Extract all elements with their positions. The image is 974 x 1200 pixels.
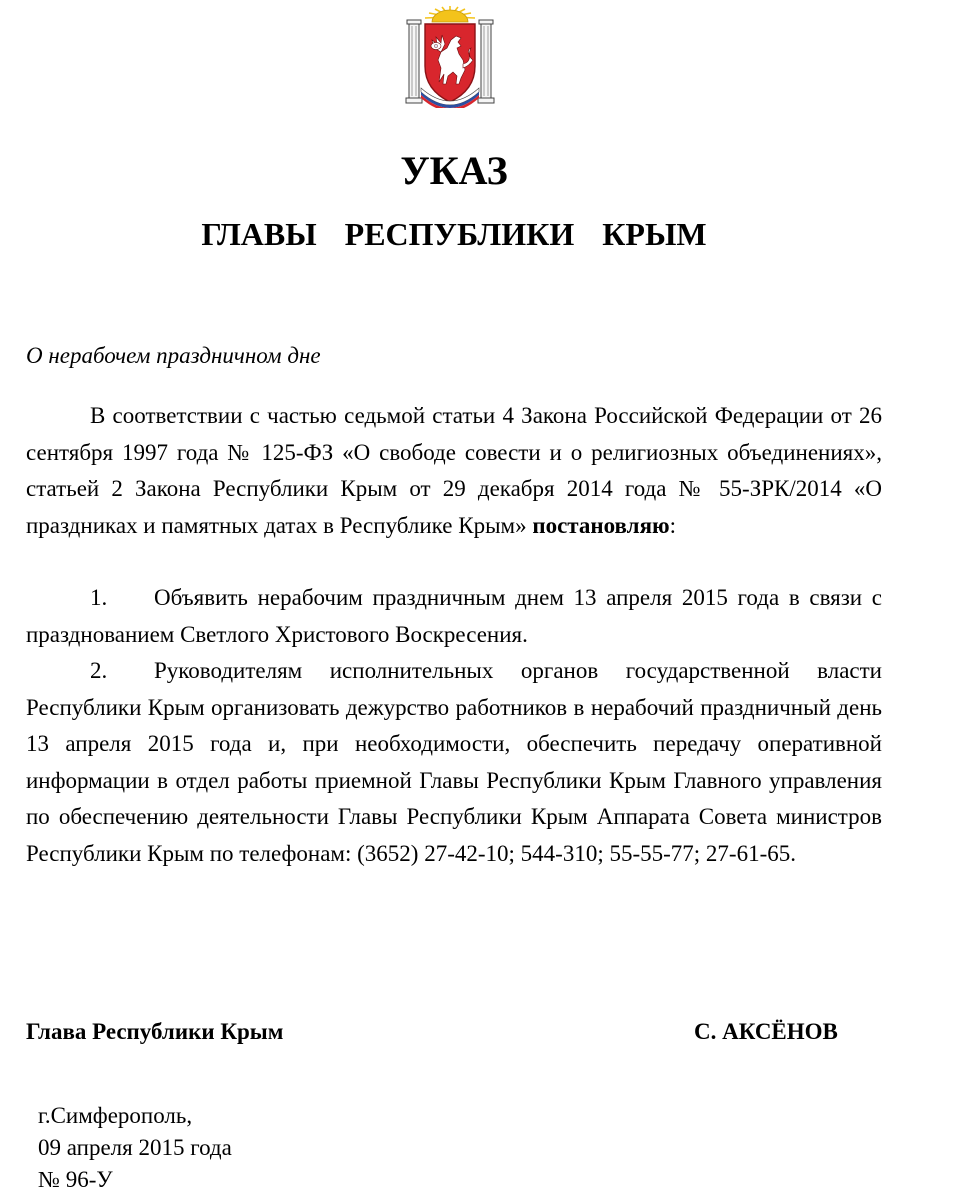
left-column: [406, 20, 422, 103]
preamble-text: В соответствии с частью седьмой статьи 4 Закона Российской Федерации от 26 сентября 1997 года № 125-ФЗ «О свободе совести и о религиозных объединениях», статьей 2 Закона Республики Крым от 29 декабря 2014 года № 55-ЗРК/2014 «О праздниках и памятных датах в Республике Крым»: [26, 403, 882, 538]
issue-details: [38, 1100, 232, 1196]
preamble-paragraph: [26, 398, 882, 544]
item-text: Руководителям исполнительных органов государственной власти Республики Крым организовать дежурство работников в нерабочий праздничный день 13 апреля 2015 года и, при необходимости, обеспечить передачу оперативной информации в отдел работы приемной Главы Республики Крым Главного управления по обеспечению деятельности Главы Республики Крым Аппарата Совета министров Республики Крым по телефонам: (3652) 27-42-10; 544-310; 55-55-77; 27-61-65.: [26, 658, 882, 866]
decree-item: [26, 653, 882, 872]
decree-number: № 96-У: [38, 1167, 113, 1192]
document-type-heading: УКАЗ: [400, 148, 508, 193]
issue-city: г.Симферополь,: [38, 1103, 193, 1128]
right-column: [478, 20, 494, 103]
decree-subject: О нерабочем праздничном дне: [26, 343, 321, 368]
signatory-role: Глава Республики Крым: [26, 1019, 284, 1044]
item-text: Объявить нерабочим праздничным днем 13 апреля 2015 года в связи с празднованием Светлого Христового Воскресения.: [26, 585, 882, 647]
signatory-name: С. АКСЁНОВ: [694, 1019, 838, 1044]
issue-date: 09 апреля 2015 года: [38, 1135, 232, 1160]
decree-body: [26, 398, 882, 872]
decree-item: [26, 580, 882, 653]
pearl: [431, 42, 441, 49]
item-number: 1.: [90, 585, 108, 610]
issuer-heading: ГЛАВЫ РЕСПУБЛИКИ КРЫМ: [201, 216, 707, 252]
item-number: 2.: [90, 658, 108, 683]
crimea-coat-of-arms-icon: [401, 4, 499, 108]
preamble-end: :: [669, 512, 676, 538]
decree-verb: постановляю: [532, 512, 670, 538]
